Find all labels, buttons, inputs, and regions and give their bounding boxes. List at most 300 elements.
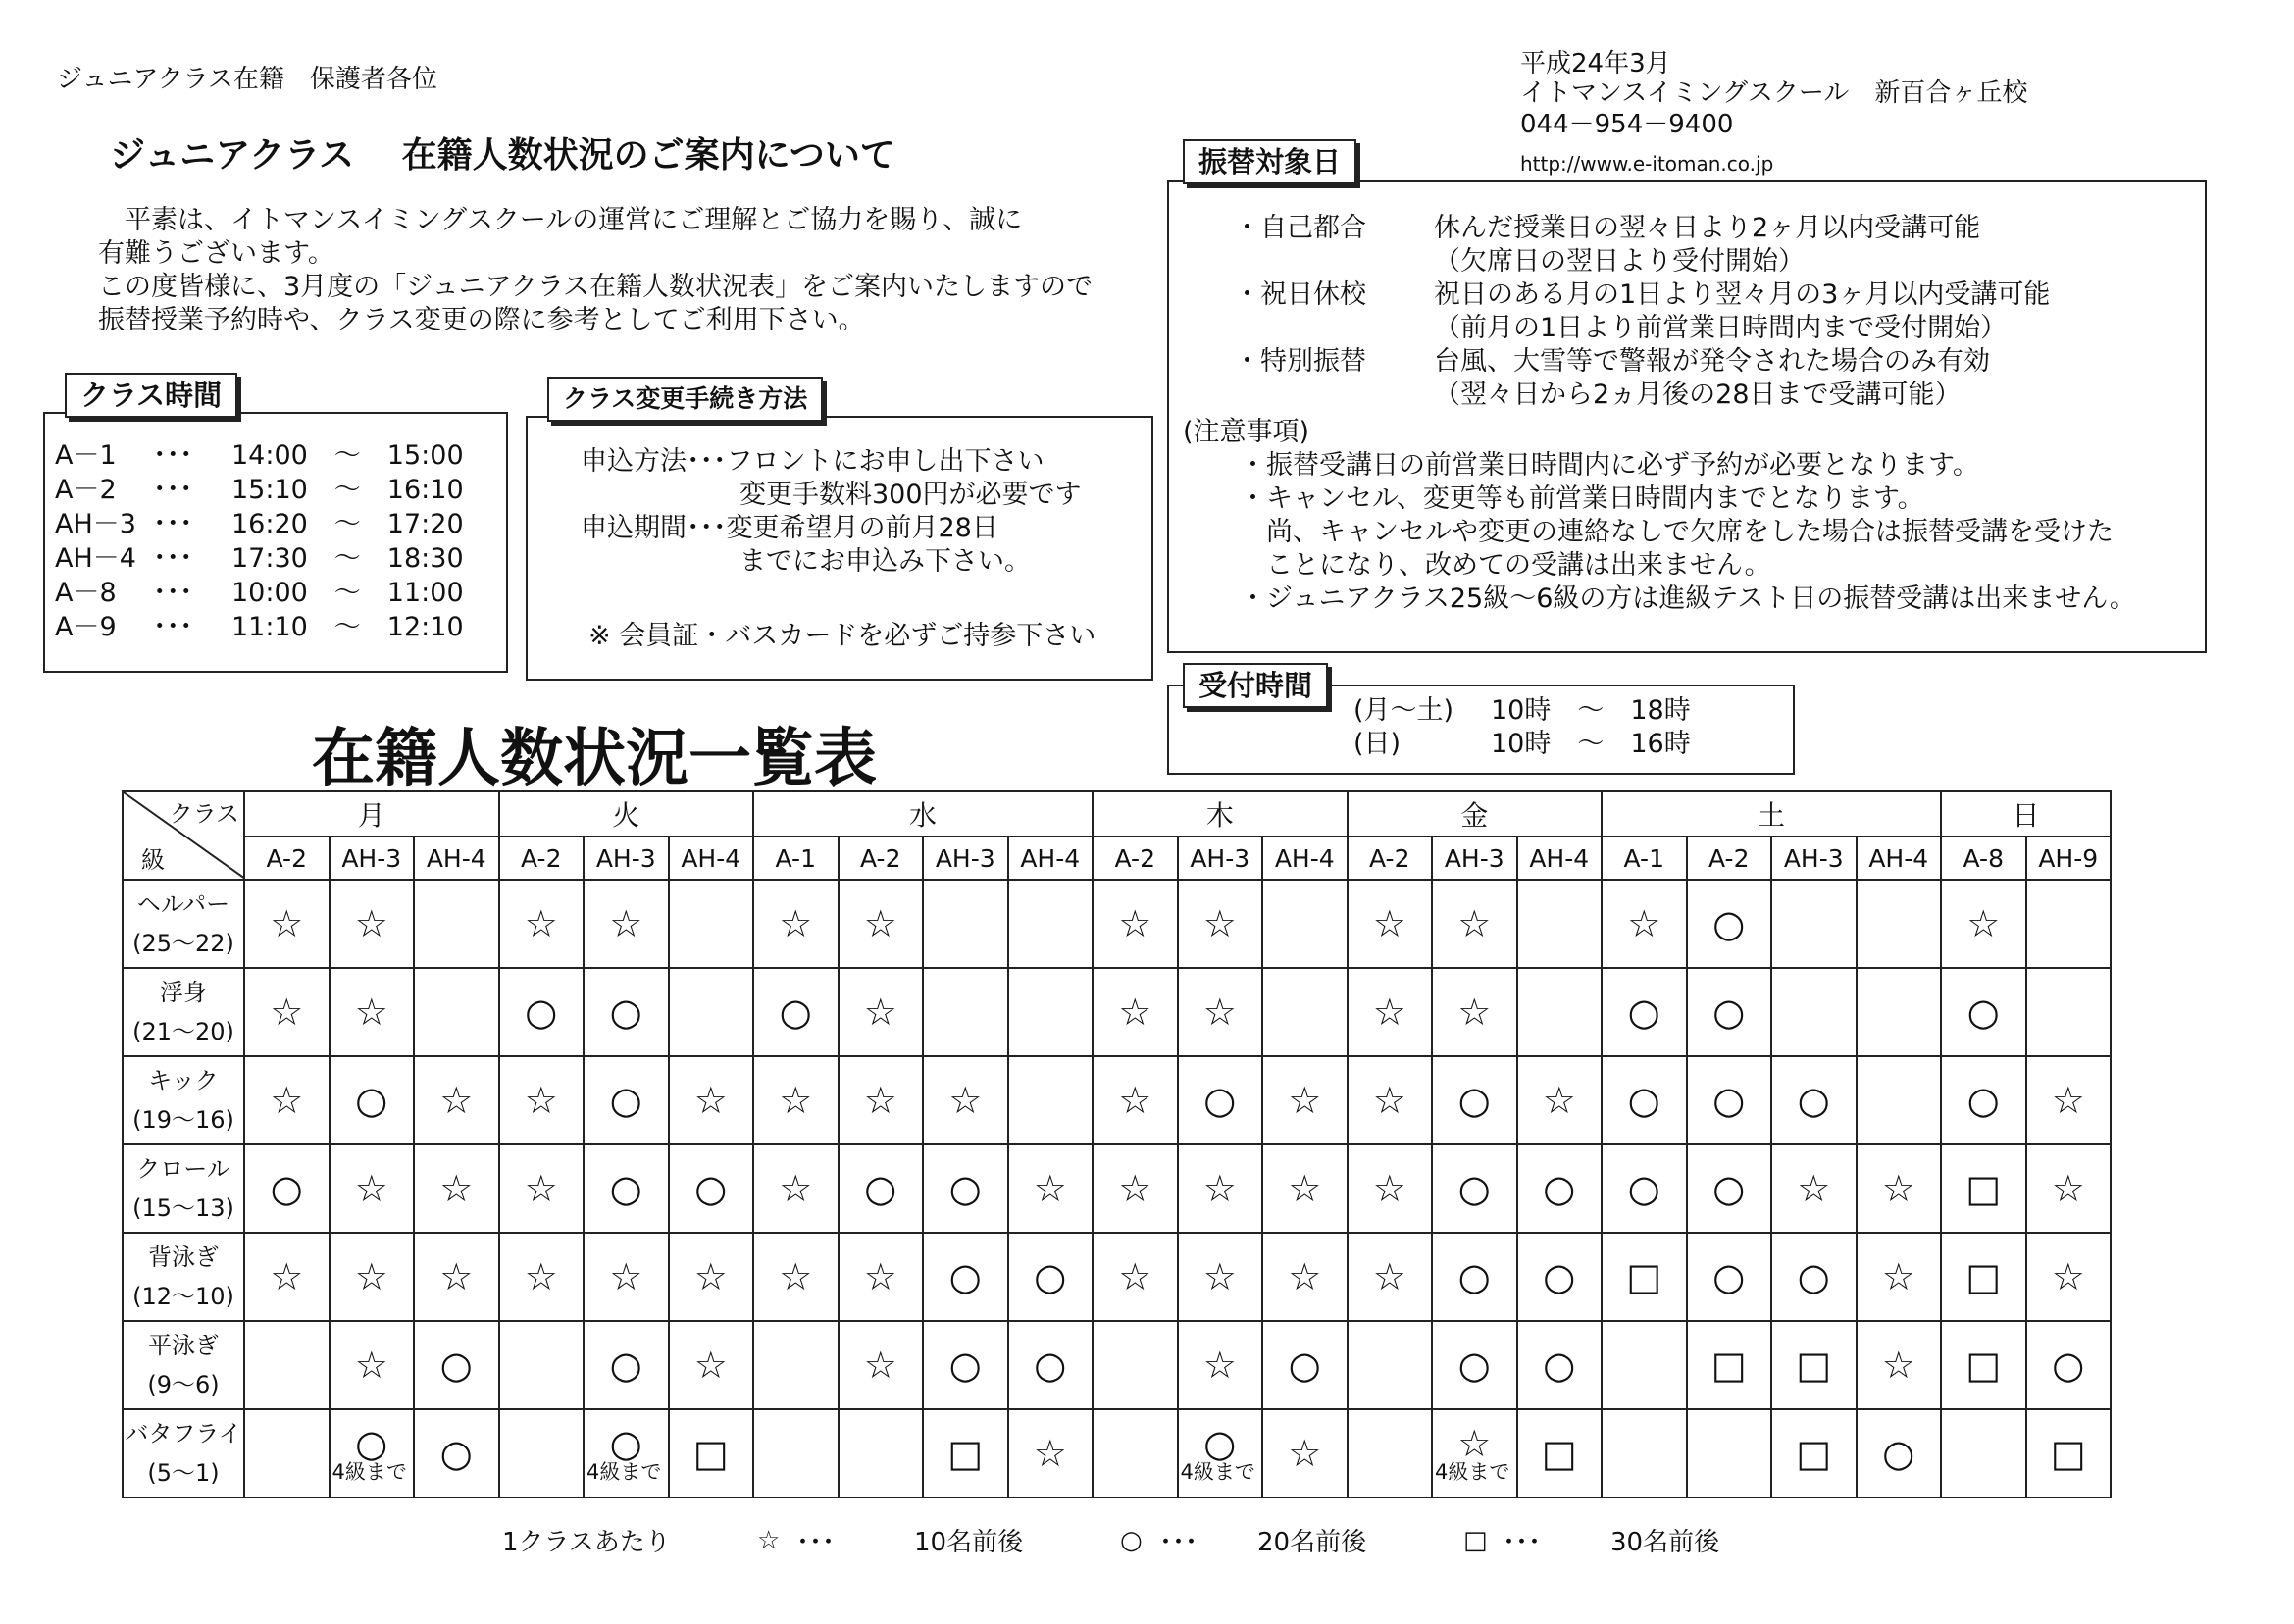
legend-star-text: 10名前後 bbox=[914, 1528, 1024, 1557]
enrollment-cell bbox=[1008, 1321, 1094, 1409]
class-change-note: ※ 会員証・バスカードを必ずご持参下さい bbox=[588, 621, 1096, 651]
star-icon: ☆ bbox=[1457, 990, 1492, 1034]
enrollment-cell bbox=[499, 1233, 585, 1321]
enrollment-cell bbox=[1602, 1056, 1687, 1144]
enrollment-cell bbox=[1178, 1144, 1263, 1233]
enrollment-cell bbox=[1262, 968, 1348, 1056]
caution-line: ・振替受講日の前営業日時間内に必ず予約が必要となります。 bbox=[1240, 450, 1979, 481]
circle-icon: ○ bbox=[948, 1167, 982, 1210]
corner-level-label: 級 bbox=[141, 846, 165, 874]
enrollment-cell bbox=[923, 968, 1008, 1056]
enrollment-cell bbox=[499, 1321, 585, 1409]
enrollment-cell bbox=[1941, 1056, 2026, 1144]
enrollment-cell bbox=[1093, 1144, 1178, 1233]
circle-icon: ○ bbox=[609, 1422, 642, 1465]
level-range: (15～13) bbox=[132, 1194, 234, 1222]
enrollment-cell bbox=[753, 1056, 839, 1144]
table-row bbox=[123, 1056, 2111, 1144]
day-header: 木 bbox=[1093, 791, 1348, 837]
enrollment-cell bbox=[1857, 1409, 1942, 1497]
circle-icon: ○ bbox=[1882, 1432, 1915, 1475]
star-icon: ☆ bbox=[1202, 1344, 1237, 1387]
class-code-header: AH-3 bbox=[1432, 837, 1517, 880]
level-range: (9～6) bbox=[147, 1371, 220, 1398]
star-icon: ☆ bbox=[1202, 1167, 1237, 1210]
enrollment-cell bbox=[923, 1056, 1008, 1144]
class-code-header: AH-4 bbox=[414, 837, 499, 880]
enrollment-cell bbox=[1771, 1321, 1857, 1409]
enrollment-cell bbox=[1602, 1144, 1687, 1233]
circle-icon: ○ bbox=[2052, 1344, 2085, 1387]
star-icon: ☆ bbox=[1881, 1167, 1915, 1210]
enrollment-cell bbox=[1687, 1233, 1772, 1321]
class-code-header: A-1 bbox=[753, 837, 839, 880]
circle-icon: ○ bbox=[1712, 1255, 1746, 1298]
star-icon: ☆ bbox=[779, 1079, 813, 1122]
square-icon: □ bbox=[947, 1432, 984, 1475]
circle-icon: ○ bbox=[1543, 1255, 1576, 1298]
enrollment-cell bbox=[1008, 968, 1094, 1056]
enrollment-cell bbox=[753, 880, 839, 968]
enrollment-cell bbox=[1432, 1233, 1517, 1321]
enrollment-cell bbox=[753, 968, 839, 1056]
enrollment-cell bbox=[1941, 1321, 2026, 1409]
enrollment-cell bbox=[1093, 1409, 1178, 1497]
enrollment-cell bbox=[1687, 880, 1772, 968]
enrollment-cell bbox=[499, 968, 585, 1056]
makeup-item: ・自己都合 休んだ授業日の翌々日より2ヶ月以内受講可能 （欠席日の翌日より受付開始） bbox=[1234, 213, 1981, 277]
star-icon: ☆ bbox=[1202, 990, 1237, 1034]
makeup-list bbox=[1234, 212, 2050, 412]
star-icon: ☆ bbox=[1288, 1255, 1322, 1298]
level-header bbox=[123, 880, 244, 968]
makeup-item: ・特別振替 台風、大雪等で警報が発令された場合のみ有効 （翌々日から2ヵ月後の28日まで受講可能） bbox=[1234, 346, 1990, 410]
square-icon: □ bbox=[1710, 1344, 1747, 1387]
enrollment-cell bbox=[1857, 1144, 1942, 1233]
circle-icon: ○ bbox=[1712, 990, 1746, 1034]
class-change-text bbox=[581, 445, 1082, 579]
enrollment-cell bbox=[584, 1233, 669, 1321]
class-time-row: A－8 ･･･ 10:00 ～ 11:00 bbox=[55, 578, 464, 608]
circle-icon: ○ bbox=[864, 1167, 897, 1210]
enrollment-cell bbox=[330, 968, 415, 1056]
square-icon: □ bbox=[1541, 1432, 1577, 1475]
class-code-header: A-2 bbox=[1687, 837, 1772, 880]
enrollment-cell bbox=[584, 880, 669, 968]
circle-icon: ○ bbox=[1627, 1167, 1660, 1210]
class-code-header: A-2 bbox=[499, 837, 585, 880]
enrollment-cell bbox=[1008, 1409, 1094, 1497]
legend-square-icon: □ bbox=[1463, 1525, 1488, 1555]
star-icon: ☆ bbox=[1881, 1255, 1915, 1298]
enrollment-cell bbox=[1008, 1144, 1094, 1233]
star-icon: ☆ bbox=[2051, 1079, 2085, 1122]
square-icon: □ bbox=[1796, 1432, 1832, 1475]
star-icon: ☆ bbox=[270, 902, 304, 945]
star-icon: ☆ bbox=[1881, 1344, 1915, 1387]
level-name: バタフライ bbox=[125, 1420, 242, 1447]
star-icon: ☆ bbox=[270, 1079, 304, 1122]
intro-line: 有難うございます。 bbox=[98, 238, 334, 269]
class-code-header: AH-3 bbox=[330, 837, 415, 880]
enrollment-cell bbox=[1348, 1056, 1433, 1144]
level-range: (12～10) bbox=[132, 1283, 234, 1310]
enrollment-cell bbox=[584, 968, 669, 1056]
enrollment-table bbox=[122, 790, 2112, 1498]
enrollment-cell bbox=[330, 1144, 415, 1233]
enrollment-cell bbox=[669, 1409, 754, 1497]
phone-number: 044－954－9400 bbox=[1520, 110, 1734, 139]
star-icon: ☆ bbox=[1797, 1167, 1831, 1210]
circle-icon: ○ bbox=[779, 990, 812, 1034]
caution-line: ことになり、改めての受講は出来ません。 bbox=[1240, 550, 1771, 581]
level-name: 平泳ぎ bbox=[148, 1332, 219, 1359]
enrollment-cell bbox=[753, 1409, 839, 1497]
caution-line: ・ジュニアクラス25級～6級の方は進級テスト日の振替受講は出来ません。 bbox=[1240, 584, 2136, 614]
class-code-header: AH-4 bbox=[1008, 837, 1094, 880]
enrollment-cell bbox=[839, 1321, 924, 1409]
square-icon: □ bbox=[1965, 1344, 2002, 1387]
enrollment-cell bbox=[2026, 1409, 2112, 1497]
enrollment-cell bbox=[1687, 1409, 1772, 1497]
enrollment-cell bbox=[1941, 880, 2026, 968]
enrollment-cell bbox=[330, 1409, 415, 1497]
square-icon: □ bbox=[1626, 1255, 1662, 1298]
legend-circle-icon: ○ bbox=[1120, 1525, 1143, 1555]
enrollment-cell bbox=[1432, 1056, 1517, 1144]
class-time-row: A－1 ･･･ 14:00 ～ 15:00 bbox=[55, 440, 464, 471]
intro-line: 振替授業予約時や、クラス変更の際に参考としてご利用下さい。 bbox=[98, 305, 865, 335]
star-icon: ☆ bbox=[524, 1255, 558, 1298]
star-icon: ☆ bbox=[439, 1079, 474, 1122]
enrollment-cell bbox=[923, 1409, 1008, 1497]
enrollment-cell bbox=[1093, 968, 1178, 1056]
enrollment-cell bbox=[414, 968, 499, 1056]
enrollment-cell bbox=[244, 1409, 330, 1497]
enrollment-cell bbox=[669, 1233, 754, 1321]
class-code-header: A-2 bbox=[244, 837, 330, 880]
table-row bbox=[123, 880, 2111, 968]
star-icon: ☆ bbox=[1202, 902, 1237, 945]
level-limit-note: 4級まで bbox=[586, 1460, 662, 1484]
enrollment-cell bbox=[414, 1233, 499, 1321]
circle-icon: ○ bbox=[609, 1167, 642, 1210]
enrollment-cell bbox=[1348, 1144, 1433, 1233]
level-limit-note: 4級まで bbox=[331, 1460, 407, 1484]
level-limit-note: 4級まで bbox=[1435, 1460, 1510, 1484]
enrollment-cell bbox=[1517, 1409, 1603, 1497]
star-icon: ☆ bbox=[354, 990, 388, 1034]
enrollment-cell bbox=[330, 880, 415, 968]
reception-rows bbox=[1353, 694, 1691, 761]
star-icon: ☆ bbox=[863, 902, 897, 945]
class-time-label: クラス時間 bbox=[65, 373, 237, 418]
enrollment-cell bbox=[584, 1321, 669, 1409]
level-header bbox=[123, 1409, 244, 1497]
enrollment-cell bbox=[1348, 880, 1433, 968]
class-code-header: AH-9 bbox=[2026, 837, 2112, 880]
star-icon: ☆ bbox=[1118, 990, 1152, 1034]
enrollment-cell bbox=[244, 880, 330, 968]
enrollment-cell bbox=[1771, 1144, 1857, 1233]
enrollment-cell bbox=[1432, 1321, 1517, 1409]
star-icon: ☆ bbox=[693, 1079, 728, 1122]
enrollment-cell bbox=[2026, 968, 2112, 1056]
table-row bbox=[123, 968, 2111, 1056]
circle-icon: ○ bbox=[525, 990, 558, 1034]
enrollment-cell bbox=[244, 968, 330, 1056]
circle-icon: ○ bbox=[1203, 1079, 1237, 1122]
circle-icon: ○ bbox=[1457, 1079, 1491, 1122]
day-header: 金 bbox=[1348, 791, 1603, 837]
star-icon: ☆ bbox=[354, 1167, 388, 1210]
circle-icon: ○ bbox=[609, 1344, 642, 1387]
level-name: 背泳ぎ bbox=[148, 1243, 219, 1271]
class-change-line: 申込方法･･･フロントにお申し出下さい bbox=[581, 446, 1045, 477]
star-icon: ☆ bbox=[1372, 1255, 1406, 1298]
circle-icon: ○ bbox=[355, 1079, 388, 1122]
enrollment-cell bbox=[584, 1144, 669, 1233]
enrollment-cell bbox=[1093, 880, 1178, 968]
circle-icon: ○ bbox=[1627, 990, 1660, 1034]
enrollment-cell bbox=[1432, 1409, 1517, 1497]
class-code-header: AH-4 bbox=[1262, 837, 1348, 880]
square-icon: □ bbox=[1965, 1255, 2002, 1298]
level-name: クロール bbox=[136, 1155, 230, 1183]
star-icon: ☆ bbox=[439, 1167, 474, 1210]
enrollment-cell bbox=[839, 1409, 924, 1497]
class-code-header: AH-3 bbox=[584, 837, 669, 880]
caution-list bbox=[1240, 449, 2136, 616]
circle-icon: ○ bbox=[1457, 1344, 1491, 1387]
enrollment-cell bbox=[330, 1233, 415, 1321]
enrollment-cell bbox=[1687, 1144, 1772, 1233]
star-icon: ☆ bbox=[354, 1344, 388, 1387]
circle-icon: ○ bbox=[609, 990, 642, 1034]
star-icon: ☆ bbox=[524, 1167, 558, 1210]
star-icon: ☆ bbox=[693, 1255, 728, 1298]
enrollment-cell bbox=[1008, 1233, 1094, 1321]
enrollment-cell bbox=[1093, 1056, 1178, 1144]
star-icon: ☆ bbox=[863, 1255, 897, 1298]
enrollment-cell bbox=[499, 880, 585, 968]
day-header: 土 bbox=[1602, 791, 1941, 837]
enrollment-cell bbox=[244, 1233, 330, 1321]
circle-icon: ○ bbox=[948, 1255, 982, 1298]
circle-icon: ○ bbox=[1966, 1079, 2000, 1122]
enrollment-cell bbox=[1857, 1056, 1942, 1144]
level-header bbox=[123, 1321, 244, 1409]
enrollment-cell bbox=[414, 880, 499, 968]
star-icon: ☆ bbox=[1457, 1422, 1492, 1465]
enrollment-cell bbox=[1432, 968, 1517, 1056]
class-code-header: A-8 bbox=[1941, 837, 2026, 880]
star-icon: ☆ bbox=[948, 1079, 983, 1122]
enrollment-cell bbox=[1517, 1321, 1603, 1409]
enrollment-cell bbox=[839, 968, 924, 1056]
enrollment-cell bbox=[1262, 880, 1348, 968]
enrollment-cell bbox=[1517, 1233, 1603, 1321]
enrollment-cell bbox=[584, 1409, 669, 1497]
star-icon: ☆ bbox=[1372, 990, 1406, 1034]
class-code-header: A-1 bbox=[1602, 837, 1687, 880]
enrollment-cell bbox=[1602, 880, 1687, 968]
level-header bbox=[123, 1056, 244, 1144]
circle-icon: ○ bbox=[1797, 1255, 1830, 1298]
level-range: (5～1) bbox=[147, 1459, 220, 1487]
website-url[interactable]: http://www.e-itoman.co.jp bbox=[1520, 152, 1774, 176]
enrollment-cell bbox=[330, 1321, 415, 1409]
circle-icon: ○ bbox=[1712, 902, 1746, 945]
legend-star-icon: ☆ bbox=[757, 1525, 781, 1555]
class-code-header: A-2 bbox=[839, 837, 924, 880]
square-icon: □ bbox=[692, 1432, 729, 1475]
reception-label: 受付時間 bbox=[1183, 663, 1328, 708]
class-time-row: AH－4 ･･･ 17:30 ～ 18:30 bbox=[55, 543, 464, 574]
level-header bbox=[123, 1233, 244, 1321]
star-icon: ☆ bbox=[2051, 1255, 2085, 1298]
star-icon: ☆ bbox=[1288, 1432, 1322, 1475]
enrollment-cell bbox=[923, 1321, 1008, 1409]
enrollment-cell bbox=[1178, 1056, 1263, 1144]
intro-text bbox=[98, 204, 1093, 337]
star-icon: ☆ bbox=[1542, 1079, 1576, 1122]
circle-icon: ○ bbox=[1457, 1167, 1491, 1210]
star-icon: ☆ bbox=[1202, 1255, 1237, 1298]
circle-icon: ○ bbox=[270, 1167, 303, 1210]
star-icon: ☆ bbox=[270, 990, 304, 1034]
enrollment-cell bbox=[1008, 1056, 1094, 1144]
enrollment-cell bbox=[2026, 1321, 2112, 1409]
level-name: ヘルパー bbox=[136, 890, 230, 918]
circle-icon: ○ bbox=[355, 1422, 388, 1465]
circle-icon: ○ bbox=[1627, 1079, 1660, 1122]
circle-icon: ○ bbox=[948, 1344, 982, 1387]
caution-line: ・キャンセル、変更等も前営業日時間内までとなります。 bbox=[1240, 483, 1924, 514]
star-icon: ☆ bbox=[1118, 1255, 1152, 1298]
enrollment-cell bbox=[499, 1144, 585, 1233]
document-title: ジュニアクラス 在籍人数状況のご案内について bbox=[110, 135, 895, 176]
enrollment-cell bbox=[1517, 968, 1603, 1056]
star-icon: ☆ bbox=[1288, 1079, 1322, 1122]
enrollment-cell bbox=[1178, 1409, 1263, 1497]
enrollment-cell bbox=[669, 1144, 754, 1233]
enrollment-cell bbox=[1517, 1144, 1603, 1233]
date-line: 平成24年3月 bbox=[1520, 49, 1671, 78]
enrollment-cell bbox=[1687, 1056, 1772, 1144]
enrollment-cell bbox=[1941, 1233, 2026, 1321]
makeup-item: ・祝日休校 祝日のある月の1日より翌々月の3ヶ月以内受講可能 （前月の1日より前営業日時間内まで受付開始） bbox=[1234, 279, 2051, 343]
star-icon: ☆ bbox=[863, 1079, 897, 1122]
enrollment-cell bbox=[1178, 880, 1263, 968]
enrollment-cell bbox=[1602, 1321, 1687, 1409]
star-icon: ☆ bbox=[609, 902, 643, 945]
enrollment-cell bbox=[923, 1233, 1008, 1321]
enrollment-cell bbox=[1602, 1233, 1687, 1321]
star-icon: ☆ bbox=[863, 1344, 897, 1387]
table-row bbox=[123, 1409, 2111, 1497]
level-limit-note: 4級まで bbox=[1180, 1460, 1255, 1484]
enrollment-cell bbox=[1771, 1409, 1857, 1497]
class-code-header: AH-3 bbox=[923, 837, 1008, 880]
day-header: 月 bbox=[244, 791, 499, 837]
circle-icon: ○ bbox=[1797, 1079, 1830, 1122]
intro-line: 平素は、イトマンスイミングスクールの運営にご理解とご協力を賜り、誠に bbox=[98, 205, 1023, 235]
enrollment-cell bbox=[1348, 1321, 1433, 1409]
class-code-header: AH-4 bbox=[1857, 837, 1942, 880]
enrollment-cell bbox=[1941, 1409, 2026, 1497]
circle-icon: ○ bbox=[439, 1344, 473, 1387]
class-code-header: AH-3 bbox=[1178, 837, 1263, 880]
square-icon: □ bbox=[1796, 1344, 1832, 1387]
level-header bbox=[123, 968, 244, 1056]
level-name: キック bbox=[148, 1067, 219, 1094]
enrollment-cell bbox=[584, 1056, 669, 1144]
star-icon: ☆ bbox=[1118, 1167, 1152, 1210]
star-icon: ☆ bbox=[609, 1255, 643, 1298]
star-icon: ☆ bbox=[1372, 1167, 1406, 1210]
enrollment-cell bbox=[669, 1321, 754, 1409]
enrollment-cell bbox=[1857, 1321, 1942, 1409]
enrollment-cell bbox=[2026, 880, 2112, 968]
circle-icon: ○ bbox=[1712, 1167, 1746, 1210]
enrollment-cell bbox=[1687, 968, 1772, 1056]
legend-dots: ･･･ bbox=[1503, 1528, 1542, 1557]
circle-icon: ○ bbox=[1034, 1344, 1067, 1387]
enrollment-cell bbox=[1262, 1409, 1348, 1497]
star-icon: ☆ bbox=[1033, 1167, 1067, 1210]
enrollment-cell bbox=[414, 1321, 499, 1409]
makeup-label: 振替対象日 bbox=[1183, 139, 1356, 184]
enrollment-cell bbox=[839, 1144, 924, 1233]
enrollment-cell bbox=[753, 1233, 839, 1321]
star-icon: ☆ bbox=[1372, 902, 1406, 945]
star-icon: ☆ bbox=[779, 1255, 813, 1298]
star-icon: ☆ bbox=[439, 1255, 474, 1298]
enrollment-cell bbox=[244, 1321, 330, 1409]
circle-icon: ○ bbox=[694, 1167, 728, 1210]
enrollment-cell bbox=[1517, 880, 1603, 968]
enrollment-cell bbox=[1093, 1233, 1178, 1321]
star-icon: ☆ bbox=[1627, 902, 1661, 945]
legend-dots: ･･･ bbox=[1159, 1528, 1198, 1557]
enrollment-cell bbox=[1348, 1409, 1433, 1497]
star-icon: ☆ bbox=[1288, 1167, 1322, 1210]
star-icon: ☆ bbox=[524, 1079, 558, 1122]
enrollment-cell bbox=[414, 1409, 499, 1497]
class-code-header: AH-4 bbox=[1517, 837, 1603, 880]
class-change-label: クラス変更手続き方法 bbox=[547, 377, 823, 422]
enrollment-cell bbox=[2026, 1233, 2112, 1321]
intro-line: この度皆様に、3月度の「ジュニアクラス在籍人数状況表」をご案内いたしますので bbox=[98, 272, 1094, 302]
enrollment-cell bbox=[1857, 968, 1942, 1056]
circle-icon: ○ bbox=[1966, 990, 2000, 1034]
day-header: 火 bbox=[499, 791, 754, 837]
star-icon: ☆ bbox=[779, 902, 813, 945]
level-range: (25～22) bbox=[132, 930, 234, 957]
circle-icon: ○ bbox=[1203, 1422, 1237, 1465]
legend-dots: ･･･ bbox=[796, 1528, 836, 1557]
recipient-line: ジュニアクラス在籍 保護者各位 bbox=[57, 65, 437, 94]
caution-title: (注意事項) bbox=[1183, 417, 1310, 447]
day-header: 水 bbox=[753, 791, 1093, 837]
star-icon: ☆ bbox=[1118, 902, 1152, 945]
enrollment-cell bbox=[923, 880, 1008, 968]
star-icon: ☆ bbox=[2051, 1167, 2085, 1210]
table-row bbox=[123, 1144, 2111, 1233]
enrollment-cell bbox=[499, 1056, 585, 1144]
caution-line: 尚、キャンセルや変更の連絡なしで欠席をした場合は振替受講を受けた bbox=[1240, 517, 2114, 547]
